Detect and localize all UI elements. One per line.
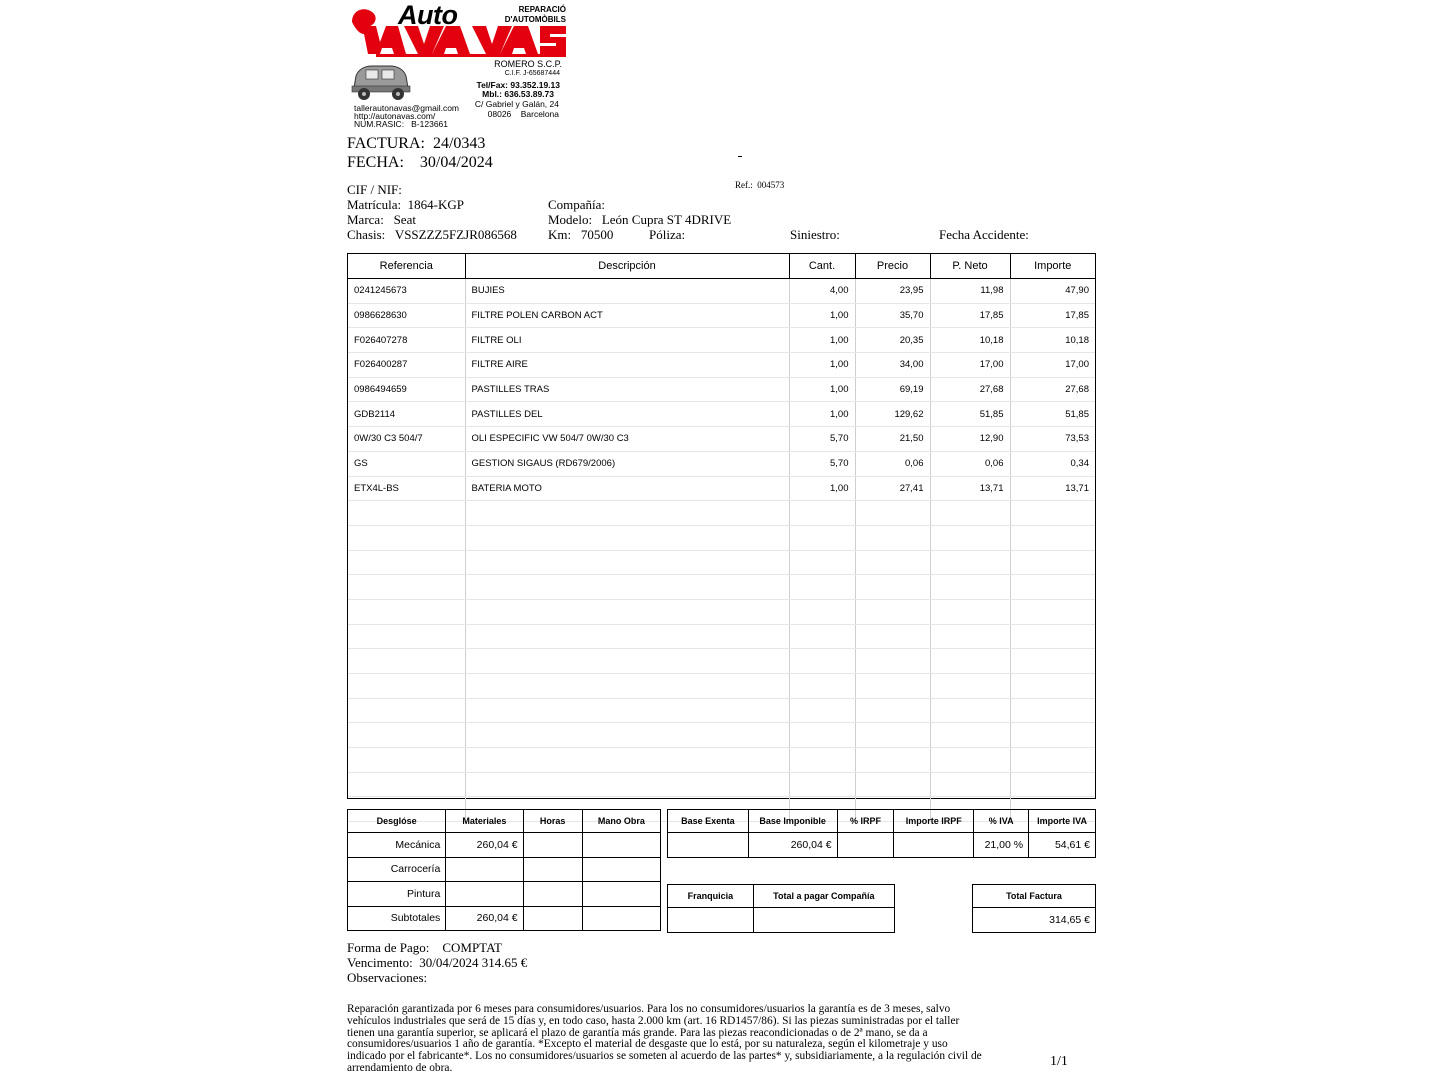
cif-label: CIF / NIF: xyxy=(347,182,402,197)
empty-table-row xyxy=(348,674,1095,699)
model-value: León Cupra ST 4DRIVE xyxy=(601,212,732,227)
line-net-price: 51,85 xyxy=(930,402,1010,427)
line-price xyxy=(855,723,930,748)
line-quantity xyxy=(789,599,855,624)
line-amount: 51,85 xyxy=(1010,402,1095,427)
breakdown-header-materials: Materiales xyxy=(446,810,523,833)
table-row xyxy=(348,303,1095,328)
col-header-description: Descripción xyxy=(465,254,789,279)
line-reference xyxy=(348,748,465,773)
company-street: C/ Gabriel y Galán, 24 xyxy=(474,99,559,109)
invoice-number-row xyxy=(347,135,485,153)
line-net-price xyxy=(930,501,1010,526)
line-amount: 0,34 xyxy=(1010,451,1095,476)
line-net-price xyxy=(930,649,1010,674)
chassis-label: Chasis: xyxy=(347,227,386,242)
line-quantity: 1,00 xyxy=(789,328,855,353)
irpf-amount-value xyxy=(894,833,974,858)
brand-label: Marca: xyxy=(347,212,384,227)
line-amount xyxy=(1010,550,1095,575)
line-reference xyxy=(348,525,465,550)
lines-header-row xyxy=(348,254,1095,279)
col-header-reference: Referencia xyxy=(348,254,465,279)
breakdown-row-paint xyxy=(348,882,661,907)
tagline-line-2: D'AUTOMÒBILS xyxy=(504,15,566,24)
invoice-date-row xyxy=(347,154,493,172)
line-description: PASTILLES DEL xyxy=(465,402,789,427)
table-row xyxy=(348,279,1095,304)
breakdown-row-subtotals xyxy=(348,906,661,931)
invoice-date-label: FECHA: xyxy=(347,154,404,171)
invoice-number: 24/0343 xyxy=(432,135,486,152)
breakdown-labour xyxy=(582,882,660,907)
company-city: 08026 Barcelona xyxy=(487,109,559,119)
line-quantity: 5,70 xyxy=(789,427,855,452)
empty-table-row xyxy=(348,501,1095,526)
line-description xyxy=(465,649,789,674)
line-description: BATERIA MOTO xyxy=(465,476,789,501)
empty-table-row xyxy=(348,748,1095,773)
km-value: 70500 xyxy=(580,227,614,242)
invoice-total-table xyxy=(972,884,1096,933)
line-net-price xyxy=(930,599,1010,624)
plate-row xyxy=(347,197,464,213)
chassis-row xyxy=(347,227,517,243)
invoice-total-header-row xyxy=(973,885,1096,908)
line-net-price xyxy=(930,723,1010,748)
line-quantity: 1,00 xyxy=(789,402,855,427)
invoice-number-label: FACTURA: xyxy=(347,135,425,152)
line-amount xyxy=(1010,624,1095,649)
line-reference: 0W/30 C3 504/7 xyxy=(348,427,465,452)
line-description xyxy=(465,772,789,797)
line-price: 34,00 xyxy=(855,353,930,378)
line-description xyxy=(465,674,789,699)
line-net-price xyxy=(930,550,1010,575)
line-price: 0,06 xyxy=(855,451,930,476)
insurer-total-header: Total a pagar Compañía xyxy=(753,885,894,908)
breakdown-header-labour: Mano Obra xyxy=(582,810,660,833)
line-amount xyxy=(1010,723,1095,748)
line-description xyxy=(465,748,789,773)
breakdown-hours xyxy=(523,882,582,907)
breakdown-row-mechanics xyxy=(348,833,661,858)
line-description: BUJIES xyxy=(465,279,789,304)
empty-table-row xyxy=(348,698,1095,723)
line-amount xyxy=(1010,674,1095,699)
company-tel: Tel/Fax: 93.352.19.13 xyxy=(476,80,560,90)
breakdown-labour xyxy=(582,833,660,858)
invoice-total-value: 314,65 € xyxy=(973,908,1096,933)
line-net-price: 11,98 xyxy=(930,279,1010,304)
line-reference: F026407278 xyxy=(348,328,465,353)
line-net-price: 12,90 xyxy=(930,427,1010,452)
line-description: FILTRE OLI xyxy=(465,328,789,353)
line-reference: ETX4L-BS xyxy=(348,476,465,501)
due-date-value: 30/04/2024 314.65 € xyxy=(419,955,528,970)
line-price xyxy=(855,772,930,797)
line-quantity: 4,00 xyxy=(789,279,855,304)
breakdown-label: Mecánica xyxy=(348,833,446,858)
company-rasic: NUM.RASIC: B-123661 xyxy=(354,119,449,129)
line-description xyxy=(465,698,789,723)
line-net-price: 10,18 xyxy=(930,328,1010,353)
line-reference: 0986628630 xyxy=(348,303,465,328)
taxes-header-row xyxy=(668,810,1096,833)
line-price xyxy=(855,748,930,773)
breakdown-hours xyxy=(523,857,582,882)
insurer-payment-header-row xyxy=(668,885,895,908)
irpf-rate-value xyxy=(837,833,894,858)
plate-label: Matrícula: xyxy=(347,197,402,212)
line-amount: 47,90 xyxy=(1010,279,1095,304)
table-row xyxy=(348,476,1095,501)
table-row xyxy=(348,402,1095,427)
line-price xyxy=(855,599,930,624)
vintage-car-icon xyxy=(350,60,412,102)
col-header-amount: Importe xyxy=(1010,254,1095,279)
taxes-value-row xyxy=(668,833,1096,858)
line-quantity xyxy=(789,525,855,550)
line-quantity xyxy=(789,575,855,600)
line-net-price: 0,06 xyxy=(930,451,1010,476)
breakdown-label: Pintura xyxy=(348,882,446,907)
line-quantity xyxy=(789,748,855,773)
line-net-price: 17,85 xyxy=(930,303,1010,328)
table-row xyxy=(348,377,1095,402)
company-name: ROMERO S.C.P. xyxy=(494,59,562,69)
breakdown-materials xyxy=(446,882,523,907)
tax-header-taxable-base: Base Imponible xyxy=(748,810,837,833)
line-price: 35,70 xyxy=(855,303,930,328)
logo-tagline xyxy=(486,5,566,25)
line-reference xyxy=(348,772,465,797)
line-amount xyxy=(1010,599,1095,624)
tax-header-exempt-base: Base Exenta xyxy=(668,810,749,833)
reference-label: Ref.: xyxy=(735,180,753,190)
line-description: OLI ESPECIFIC VW 504/7 0W/30 C3 xyxy=(465,427,789,452)
due-date-label: Vencimento: xyxy=(347,955,413,970)
line-description: FILTRE AIRE xyxy=(465,353,789,378)
tagline-line-1: REPARACIÓ xyxy=(518,5,566,14)
line-quantity: 1,00 xyxy=(789,353,855,378)
insurer-total-value xyxy=(753,908,894,933)
empty-table-row xyxy=(348,599,1095,624)
line-reference: F026400287 xyxy=(348,353,465,378)
empty-table-row xyxy=(348,575,1095,600)
col-header-quantity: Cant. xyxy=(789,254,855,279)
line-description xyxy=(465,525,789,550)
invoice-lines-table xyxy=(347,253,1096,799)
invoice-total-value-row xyxy=(973,908,1096,933)
line-description xyxy=(465,575,789,600)
breakdown-materials xyxy=(446,857,523,882)
warranty-notice: Reparación garantizada por 6 meses para consumidores/usuarios. Para los no consumidores/usuarios la garantía es de 3 meses, salvo vehículos industriales que será de 15 días y, en todo caso, hasta 2.000 km (art. 16 RD1457/86). Si las piezas suministradas por el taller tienen una garantía superior, se aplicará el plazo de garantía más grande. Para las piezas reacondicionadas o de 2ª mano, se da a consumidores/usuarios 1 año de garantía. *Excepto el material de desgaste que lo está, por su naturaleza, según el kilometraje y uso indicado por el fabricante*. Los no consumidores/usuarios se someten al acuerdo de las partes* y, subsidiariamente, a la regulación civil de arrendamiento de obra. xyxy=(347,1003,982,1074)
breakdown-header-row xyxy=(348,810,661,833)
line-net-price: 13,71 xyxy=(930,476,1010,501)
line-price: 27,41 xyxy=(855,476,930,501)
breakdown-materials: 260,04 € xyxy=(446,833,523,858)
line-quantity xyxy=(789,624,855,649)
vat-rate-value: 21,00 % xyxy=(974,833,1029,858)
taxable-base-value: 260,04 € xyxy=(748,833,837,858)
line-reference xyxy=(348,599,465,624)
model-label: Modelo: xyxy=(548,212,593,227)
breakdown-header-hours: Horas xyxy=(523,810,582,833)
empty-table-row xyxy=(348,550,1095,575)
line-description xyxy=(465,599,789,624)
policy-label: Póliza: xyxy=(649,227,686,242)
exempt-base-value xyxy=(668,833,749,858)
line-amount: 27,68 xyxy=(1010,377,1095,402)
line-amount xyxy=(1010,525,1095,550)
company-email: tallerautonavas@gmail.com xyxy=(354,103,460,113)
line-price xyxy=(855,575,930,600)
tax-header-irpf-rate: % IRPF xyxy=(837,810,894,833)
line-quantity: 1,00 xyxy=(789,303,855,328)
taxes-table xyxy=(667,809,1096,858)
line-net-price xyxy=(930,748,1010,773)
line-price xyxy=(855,501,930,526)
line-description xyxy=(465,723,789,748)
payment-method-label: Forma de Pago: xyxy=(347,940,430,955)
company-web: http://autonavas.com/ xyxy=(354,111,436,121)
line-description xyxy=(465,501,789,526)
company-mobile: Mbl.: 636.53.89.73 xyxy=(482,89,554,99)
line-amount xyxy=(1010,772,1095,797)
line-reference: GDB2114 xyxy=(348,402,465,427)
accident-date-label: Fecha Accidente: xyxy=(939,227,1029,242)
line-net-price: 27,68 xyxy=(930,377,1010,402)
line-price xyxy=(855,624,930,649)
deductible-value xyxy=(668,908,754,933)
line-reference xyxy=(348,674,465,699)
line-reference xyxy=(348,649,465,674)
table-row xyxy=(348,427,1095,452)
line-quantity: 5,70 xyxy=(789,451,855,476)
breakdown-table xyxy=(347,809,661,931)
line-price xyxy=(855,550,930,575)
line-reference xyxy=(348,624,465,649)
line-amount xyxy=(1010,501,1095,526)
line-amount: 17,00 xyxy=(1010,353,1095,378)
empty-table-row xyxy=(348,772,1095,797)
payment-method-value: COMPTAT xyxy=(442,940,502,955)
line-description: GESTION SIGAUS (RD679/2006) xyxy=(465,451,789,476)
invoice-total-header: Total Factura xyxy=(973,885,1096,908)
company-cif: C.I.F. J-65687444 xyxy=(504,70,560,77)
breakdown-hours xyxy=(523,833,582,858)
breakdown-label: Carrocería xyxy=(348,857,446,882)
col-header-net-price: P. Neto xyxy=(930,254,1010,279)
page-number: 1/1 xyxy=(1050,1054,1068,1069)
line-amount xyxy=(1010,575,1095,600)
breakdown-hours xyxy=(523,906,582,931)
line-amount: 17,85 xyxy=(1010,303,1095,328)
logo-auto-text: Auto xyxy=(398,0,458,30)
line-description xyxy=(465,550,789,575)
line-price xyxy=(855,649,930,674)
line-quantity xyxy=(789,698,855,723)
insurer-label: Compañía: xyxy=(548,197,606,212)
brand-row xyxy=(347,212,416,228)
line-amount xyxy=(1010,649,1095,674)
line-reference: 0241245673 xyxy=(348,279,465,304)
line-net-price xyxy=(930,525,1010,550)
insurer-payment-value-row xyxy=(668,908,895,933)
breakdown-header-concept: Desglóse xyxy=(348,810,446,833)
line-amount xyxy=(1010,698,1095,723)
line-price: 21,50 xyxy=(855,427,930,452)
insurer-payment-table xyxy=(667,884,895,933)
line-price xyxy=(855,698,930,723)
col-header-price: Precio xyxy=(855,254,930,279)
line-net-price xyxy=(930,698,1010,723)
line-quantity xyxy=(789,550,855,575)
line-reference xyxy=(348,575,465,600)
line-reference xyxy=(348,698,465,723)
vat-amount-value: 54,61 € xyxy=(1029,833,1096,858)
line-net-price xyxy=(930,674,1010,699)
empty-table-row xyxy=(348,649,1095,674)
empty-table-row xyxy=(348,624,1095,649)
breakdown-labour xyxy=(582,906,660,931)
line-quantity xyxy=(789,674,855,699)
line-net-price xyxy=(930,772,1010,797)
line-reference: GS xyxy=(348,451,465,476)
line-amount: 73,53 xyxy=(1010,427,1095,452)
line-amount xyxy=(1010,748,1095,773)
observations-label: Observaciones: xyxy=(347,970,428,985)
empty-table-row xyxy=(348,723,1095,748)
line-price: 129,62 xyxy=(855,402,930,427)
breakdown-label: Subtotales xyxy=(348,906,446,931)
line-quantity: 1,00 xyxy=(789,377,855,402)
reference-number: 004573 xyxy=(757,180,785,190)
dash-mark xyxy=(738,156,742,157)
line-quantity: 1,00 xyxy=(789,476,855,501)
reference-row xyxy=(735,180,784,190)
breakdown-materials: 260,04 € xyxy=(446,906,523,931)
line-net-price xyxy=(930,575,1010,600)
due-date-row xyxy=(347,955,527,971)
chassis-number: VSSZZZ5FZJR086568 xyxy=(394,227,517,242)
line-net-price xyxy=(930,624,1010,649)
line-reference xyxy=(348,550,465,575)
plate-number: 1864-KGP xyxy=(407,197,464,212)
deductible-header: Franquicia xyxy=(668,885,754,908)
breakdown-row-bodywork xyxy=(348,857,661,882)
table-row xyxy=(348,328,1095,353)
line-reference xyxy=(348,723,465,748)
line-description: PASTILLES TRAS xyxy=(465,377,789,402)
line-price: 23,95 xyxy=(855,279,930,304)
line-reference xyxy=(348,501,465,526)
tax-header-irpf-amount: Importe IRPF xyxy=(894,810,974,833)
line-quantity xyxy=(789,649,855,674)
line-price: 69,19 xyxy=(855,377,930,402)
line-net-price: 17,00 xyxy=(930,353,1010,378)
km-row xyxy=(548,227,613,243)
line-amount: 10,18 xyxy=(1010,328,1095,353)
tax-header-vat-amount: Importe IVA xyxy=(1029,810,1096,833)
line-quantity xyxy=(789,723,855,748)
line-price xyxy=(855,525,930,550)
table-row xyxy=(348,451,1095,476)
brand-value: Seat xyxy=(393,212,416,227)
line-amount: 13,71 xyxy=(1010,476,1095,501)
claim-label: Siniestro: xyxy=(790,227,840,242)
invoice-date: 30/04/2024 xyxy=(419,154,493,171)
model-row xyxy=(548,212,731,228)
line-description: FILTRE POLEN CARBON ACT xyxy=(465,303,789,328)
line-description xyxy=(465,624,789,649)
empty-table-row xyxy=(348,525,1095,550)
tax-header-vat-rate: % IVA xyxy=(974,810,1029,833)
line-price: 20,35 xyxy=(855,328,930,353)
km-label: Km: xyxy=(548,227,572,242)
table-row xyxy=(348,353,1095,378)
payment-method-row xyxy=(347,940,502,956)
line-quantity xyxy=(789,772,855,797)
line-reference: 0986494659 xyxy=(348,377,465,402)
breakdown-labour xyxy=(582,857,660,882)
line-quantity xyxy=(789,501,855,526)
line-price xyxy=(855,674,930,699)
